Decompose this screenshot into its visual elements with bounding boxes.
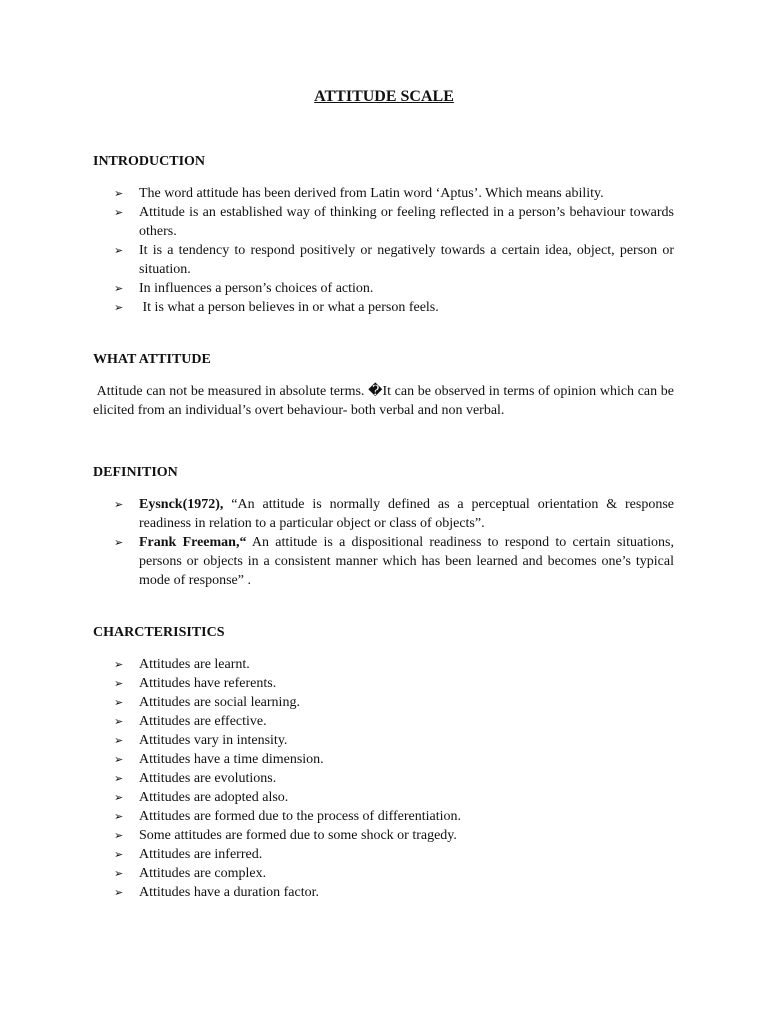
list-item: ➢ Attitudes are complex. (114, 866, 267, 881)
list-item: ➢ It is what a person believes in or what a person feels. (114, 300, 439, 315)
list-item: ➢ It is a tendency to respond positively or negatively towards a certain idea, object, person or situation. (114, 243, 674, 277)
characteristics-list (114, 655, 674, 902)
definition-heading: DEFINITION (93, 465, 178, 480)
arrow-bullet-icon: ➢ (114, 658, 124, 671)
list-item: ➢ Attitudes have a time dimension. (114, 752, 324, 767)
arrow-bullet-icon: ➢ (114, 696, 124, 709)
definition-text: “An attitude is normally defined as a perceptual orientation & response readiness in relation to a particular object or class of objects”. (139, 497, 674, 531)
definition-text: An attitude is a dispositional readiness to respond to certain situations, persons or objects in a consistent manner which has been learned and becomes one’s typical mode of response” . (139, 535, 674, 588)
definition-author: Frank Freeman,“ (139, 535, 247, 550)
arrow-bullet-icon: ➢ (114, 715, 124, 728)
list-item: ➢ The word attitude has been derived from Latin word ‘Aptus’. Which means ability. (114, 186, 604, 201)
arrow-bullet-icon: ➢ (114, 677, 124, 690)
arrow-bullet-icon: ➢ (114, 206, 124, 219)
arrow-bullet-icon: ➢ (114, 867, 124, 880)
arrow-bullet-icon: ➢ (114, 810, 124, 823)
list-item: ➢ Attitudes are effective. (114, 714, 267, 729)
arrow-bullet-icon: ➢ (114, 282, 124, 295)
arrow-bullet-icon: ➢ (114, 886, 124, 899)
list-item: ➢ Attitudes have a duration factor. (114, 885, 319, 900)
introduction-list (114, 184, 674, 317)
arrow-bullet-icon: ➢ (114, 791, 124, 804)
what-attitude-paragraph: Attitude can not be measured in absolute terms. �It can be observed in terms of opinion which can be elicited from an individual’s overt behaviour- both verbal and non verbal. (93, 384, 678, 418)
arrow-bullet-icon: ➢ (114, 187, 124, 200)
characteristics-heading: CHARCTERISITICS (93, 625, 225, 640)
definition-author: Eysnck(1972), (139, 497, 224, 512)
list-item: ➢ Attitudes vary in intensity. (114, 733, 288, 748)
list-item: ➢ Attitudes have referents. (114, 676, 277, 691)
list-item: ➢ In influences a person’s choices of action. (114, 281, 374, 296)
arrow-bullet-icon: ➢ (114, 772, 124, 785)
list-item: ➢ Attitudes are social learning. (114, 695, 300, 710)
list-item: ➢ Attitude is an established way of thinking or feeling reflected in a person’s behaviour towards others. (114, 205, 674, 239)
list-item: ➢ Attitudes are formed due to the process of differentiation. (114, 809, 462, 824)
list-item: ➢ Some attitudes are formed due to some shock or tragedy. (114, 828, 457, 843)
list-item (114, 495, 674, 533)
arrow-bullet-icon: ➢ (114, 244, 124, 257)
arrow-bullet-icon: ➢ (114, 301, 124, 314)
arrow-bullet-icon: ➢ (114, 848, 124, 861)
list-item: ➢ Attitudes are inferred. (114, 847, 263, 862)
document-title: ATTITUDE SCALE (314, 88, 454, 105)
arrow-bullet-icon: ➢ (114, 498, 124, 511)
what-attitude-heading: WHAT ATTITUDE (93, 352, 211, 367)
list-item: ➢ Attitudes are adopted also. (114, 790, 289, 805)
list-item (114, 533, 674, 590)
list-item: ➢ Attitudes are learnt. (114, 657, 250, 672)
arrow-bullet-icon: ➢ (114, 753, 124, 766)
definition-list (114, 495, 674, 590)
introduction-heading: INTRODUCTION (93, 154, 206, 169)
arrow-bullet-icon: ➢ (114, 734, 124, 747)
arrow-bullet-icon: ➢ (114, 536, 124, 549)
arrow-bullet-icon: ➢ (114, 829, 124, 842)
list-item: ➢ Attitudes are evolutions. (114, 771, 277, 786)
